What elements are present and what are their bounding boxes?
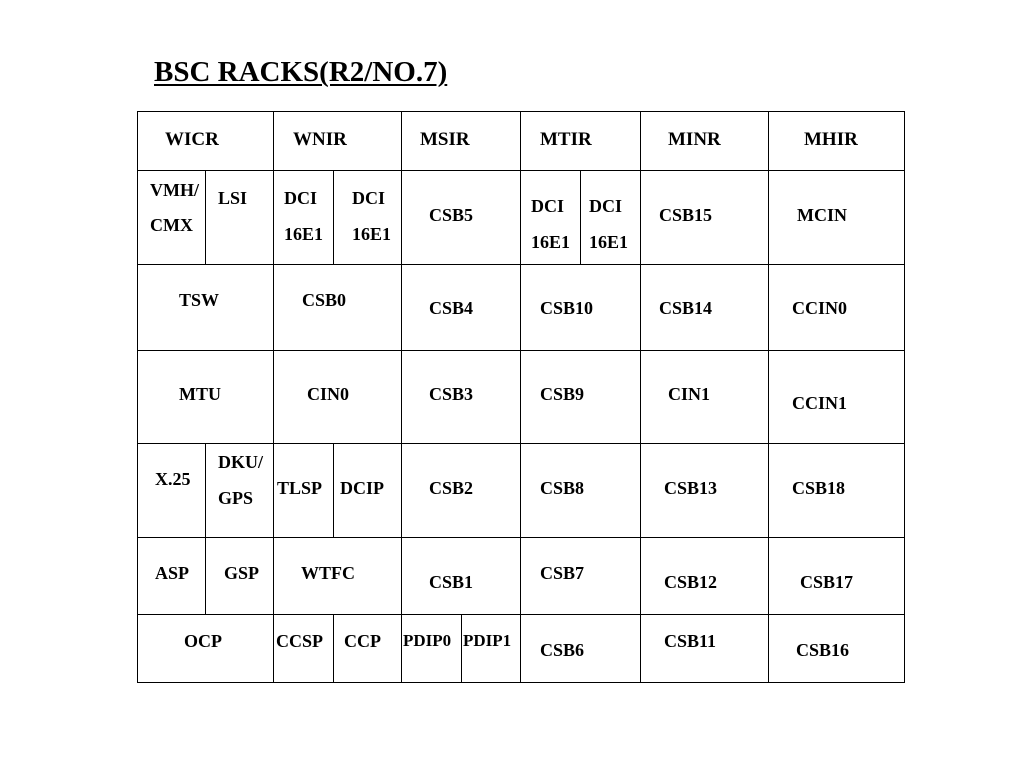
cell-gps: GPS — [218, 488, 254, 508]
cell-csb2: CSB2 — [429, 478, 474, 498]
row-divider — [137, 614, 905, 615]
header-mtir: MTIR — [540, 129, 592, 150]
cell-csb1: CSB1 — [429, 572, 474, 592]
cell-dci-a: DCI — [284, 188, 318, 208]
cell-dci-b: DCI — [352, 188, 386, 208]
page-title: BSC RACKS(R2/NO.7) — [154, 56, 448, 88]
cell-csb6: CSB6 — [540, 640, 585, 660]
row-divider — [137, 264, 905, 265]
sub-divider — [580, 170, 581, 264]
cell-csb7: CSB7 — [540, 563, 585, 583]
table-border-right — [904, 111, 905, 683]
cell-lsi: LSI — [218, 188, 248, 208]
cell-cmx: CMX — [150, 215, 193, 235]
row-divider — [137, 537, 905, 538]
cell-ccin1: CCIN1 — [792, 393, 848, 413]
cell-dci-d: DCI — [589, 196, 623, 216]
cell-asp: ASP — [155, 563, 190, 583]
cell-ccin0: CCIN0 — [792, 298, 848, 318]
column-divider — [401, 111, 402, 683]
column-divider — [768, 111, 769, 683]
cell-cin0: CIN0 — [307, 384, 350, 404]
header-minr: MINR — [668, 129, 721, 150]
cell-x25: X.25 — [155, 469, 191, 489]
sub-divider — [333, 170, 334, 264]
cell-dku: DKU/ — [218, 452, 263, 472]
row-divider — [137, 350, 905, 351]
cell-csb0: CSB0 — [302, 290, 347, 310]
header-mhir: MHIR — [804, 129, 858, 150]
cell-16e1-b: 16E1 — [352, 224, 392, 244]
cell-csb15: CSB15 — [659, 205, 713, 225]
header-wicr: WICR — [165, 129, 219, 150]
sub-divider — [461, 614, 462, 682]
cell-16e1-a: 16E1 — [284, 224, 324, 244]
cell-csb10: CSB10 — [540, 298, 594, 318]
column-divider — [520, 111, 521, 683]
cell-tlsp: TLSP — [277, 478, 323, 498]
cell-cin1: CIN1 — [668, 384, 711, 404]
cell-ocp: OCP — [184, 631, 222, 651]
cell-csb11: CSB11 — [664, 631, 717, 651]
cell-csb5: CSB5 — [429, 205, 474, 225]
cell-gsp: GSP — [224, 563, 260, 583]
cell-pdip0: PDIP0 — [403, 631, 452, 650]
row-divider — [137, 443, 905, 444]
cell-csb12: CSB12 — [664, 572, 718, 592]
cell-csb14: CSB14 — [659, 298, 713, 318]
header-msir: MSIR — [420, 129, 470, 150]
sub-divider — [333, 614, 334, 682]
cell-pdip1: PDIP1 — [463, 631, 512, 650]
row-divider — [137, 170, 905, 171]
cell-csb4: CSB4 — [429, 298, 474, 318]
cell-csb16: CSB16 — [796, 640, 850, 660]
cell-csb8: CSB8 — [540, 478, 585, 498]
header-wnir: WNIR — [293, 129, 347, 150]
cell-wtfc: WTFC — [301, 563, 355, 583]
cell-csb17: CSB17 — [800, 572, 854, 592]
table-border-left — [137, 111, 138, 683]
cell-mtu: MTU — [179, 384, 221, 404]
sub-divider — [333, 443, 334, 537]
cell-16e1-d: 16E1 — [589, 232, 629, 252]
cell-csb13: CSB13 — [664, 478, 718, 498]
cell-vmh: VMH/ — [150, 180, 199, 200]
sub-divider — [205, 443, 206, 614]
cell-ccsp: CCSP — [276, 631, 324, 651]
table-border-top — [137, 111, 905, 112]
cell-mcin: MCIN — [797, 205, 847, 225]
sub-divider — [205, 170, 206, 264]
table-border-bottom — [137, 682, 905, 683]
cell-csb3: CSB3 — [429, 384, 474, 404]
column-divider — [640, 111, 641, 683]
cell-csb18: CSB18 — [792, 478, 846, 498]
cell-dcip: DCIP — [340, 478, 384, 498]
cell-ccp: CCP — [344, 631, 381, 651]
cell-csb9: CSB9 — [540, 384, 585, 404]
cell-tsw: TSW — [179, 290, 220, 310]
cell-dci-c: DCI — [531, 196, 565, 216]
column-divider — [273, 111, 274, 683]
cell-16e1-c: 16E1 — [531, 232, 571, 252]
